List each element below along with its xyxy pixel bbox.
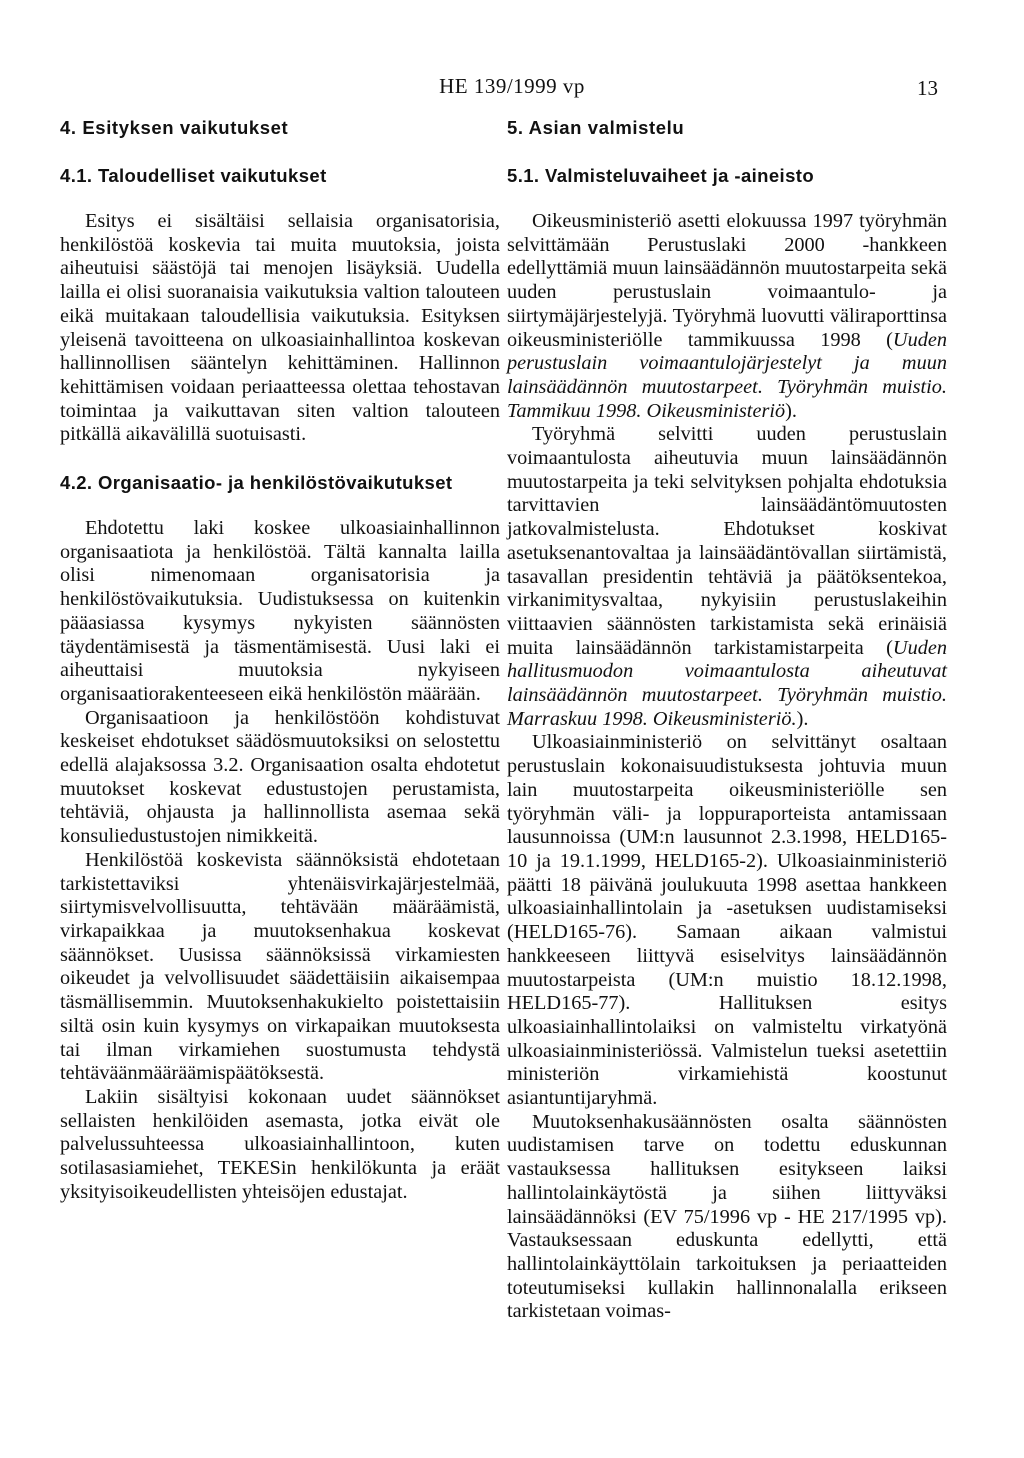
paragraph: Esitys ei sisältäisi sellaisia organisatorisia, henkilöstöä koskevia tai muita muutoksia, joista aiheutuisi säästöjä tai menojen lisäyksiä. Uudella lailla ei olisi suoranaisia vaikutuksia valtion talouteen eikä muitakaan taloudellisia vaikutuksia. Esityksen yleisenä tavoitteena on ulkoasiainhallintoa koskevan hallinnollisen sääntelyn kehittäminen. Hallinnon kehittämisen voidaan periaatteessa olettaa tehostavan toimintaa ja vaikuttavan siten valtion talouteen pitkällä aikavälillä suotuisasti. — [60, 210, 500, 446]
document-id: HE 139/1999 vp — [439, 74, 585, 98]
right-column — [507, 116, 947, 1324]
paragraph-text-end: ). — [796, 707, 809, 730]
paragraph-text: Työryhmä selvitti uuden perustuslain voimaantulosta aiheutuvia muun lainsäädännön muutostarpeita ja teki selvityksen pohjalta ehdotuksia tarvittavien lainsäädäntömuutosten jatkovalmistelusta. Ehdotukset koskivat asetuksenantovaltaa ja lainsäädäntövallan siirtämistä, tasavallan presidentin tehtäviä ja päätöksentekoa, virkanimitysvaltaa, nykyisiin perustuslakeihin viittaavien säännösten tarkistamista sekä erinäisiä muita lainsäädännön tarkistamistarpeita ( — [507, 423, 947, 659]
paragraph-text-end: ). — [785, 399, 797, 422]
paragraph-text: Oikeusministeriö asetti elokuussa 1997 työryhmän selvittämään Perustuslaki 2000 -hankkeen edellyttämiä muun lainsäädännön muutostarpeita sekä uuden perustuslain voimaantulo- ja siirtymäjärjestelyjä. Työryhmä luovutti väliraporttinsa oikeusministeriölle tammikuussa 1998 ( — [507, 210, 947, 351]
subsection-title-5-1: 5.1. Valmisteluvaiheet ja -aineisto — [507, 165, 815, 186]
page-header — [0, 74, 1024, 104]
section-title-4: 4. Esityksen vaikutukset — [60, 117, 289, 138]
paragraph — [507, 210, 947, 423]
paragraph — [507, 423, 947, 731]
paragraph: Henkilöstöä koskevista säännöksistä ehdotetaan tarkistettaviksi yhtenäisvirkajärjestelmää, siirtymisvelvollisuutta, tehtävään määräämistä, virkapaikkaa ja muutoksenhakua koskevat säännökset. Uusissa säännöksissä virkamiesten oikeudet ja velvollisuudet säädettäisiin aikaisempaa täsmällisemmin. Muutoksenhakukielto poistettaisiin siltä osin kuin kysymys on virkapaikan muutoksesta tai ilman virkamiehen suostumusta tehdystä tehtäväänmääräämispäätöksestä. — [60, 848, 500, 1085]
paragraph: Ulkoasiainministeriö on selvittänyt osaltaan perustuslain kokonaisuudistuksesta johtuvia muun lain muutostarpeita oikeusministeriölle sen työryhmän väli- ja loppuraporteista antamissaan lausunnoissa (UM:n lausunnot 2.3.1998, HELD165-10 ja 19.1.1999, HELD165-2). Ulkoasiainministeriö päätti 18 päivänä joulukuuta 1998 asettaa hankkeen ulkoasiainhallintolain ja -asetuksen uudistamiseksi (HELD165-76). Samaan aikaan valmistui hankkeeseen liittyvä esiselvitys lainsäädännön muutostarpeista (UM:n muistio 18.12.1998, HELD165-77). Hallituksen esitys ulkoasiainhallintolaiksi on valmisteltu virkatyönä ulkoasiainministeriössä. Valmistelun tueksi asetettiin ministeriön virkamiehistä koostunut asiantuntijaryhmä. — [507, 731, 947, 1110]
paragraph: Lakiin sisältyisi kokonaan uudet säännökset sellaisten henkilöiden asemasta, jotka eivät ole palvelussuhteessa ulkoasiainhallintoon, kuten sotilasasiamiehet, TEKESin henkilökunta ja eräät yksityisoikeudellisten yhteisöjen edustajat. — [60, 1085, 500, 1203]
paragraph: Muutoksenhakusäännösten osalta säännösten uudistamisen tarve on todettu eduskunnan vastauksessa hallituksen esitykseen laiksi hallintolainkäytöstä ja siihen liittyväksi lainsäädännöksi (EV 75/1996 vp - HE 217/1995 vp). Vastauksessaan eduskunta edellytti, että hallintolainkäyttölain tarkoituksen ja periaatteiden toteutumiseksi kullakin hallinnonalalla erikseen tarkistetaan voimas- — [507, 1110, 947, 1323]
citation-italic: Uuden hallitusmuodon voimaantulosta aiheutuvat lainsäädännön muutostarpeet. Työryhmän muistio. Marraskuu 1998. Oikeusministeriö. — [507, 636, 947, 730]
subsection-title-4-2: 4.2. Organisaatio- ja henkilöstövaikutukset — [60, 472, 453, 494]
paragraph: Ehdotettu laki koskee ulkoasiainhallinnon organisaatiota ja henkilöstöä. Tältä kannalta lailla olisi nimenomaan organisatorisia ja henkilöstövaikutuksia. Uudistuksessa on kuitenkin pääasiassa kysymys nykyisten säännösten täydentämisestä ja täsmentämisestä. Uusi laki ei aiheuttaisi muutoksia nykyiseen organisaatiorakenteeseen eikä henkilöstön määrään. — [60, 517, 500, 705]
left-column — [60, 116, 500, 1204]
subsection-title-4-1: 4.1. Taloudelliset vaikutukset — [60, 165, 327, 186]
paragraph: Organisaatioon ja henkilöstöön kohdistuvat keskeiset ehdotukset säädösmuutoksiksi on selostettu edellä alajaksossa 3.2. Organisaation osalta ehdotetut muutokset koskevat edustustojen perustamista, tehtäviä, ohjausta ja hallinnollista asemaa sekä konsuliedustustojen nimikkeitä. — [60, 706, 500, 848]
page-number: 13 — [917, 76, 938, 100]
section-title-5: 5. Asian valmistelu — [507, 117, 685, 138]
citation-italic: Uuden perustuslain voimaantulojärjestelyt ja muun lainsäädännön muutostarpeet. Työryhmän muistio. Tammikuu 1998. Oikeusministeriö — [507, 328, 947, 422]
